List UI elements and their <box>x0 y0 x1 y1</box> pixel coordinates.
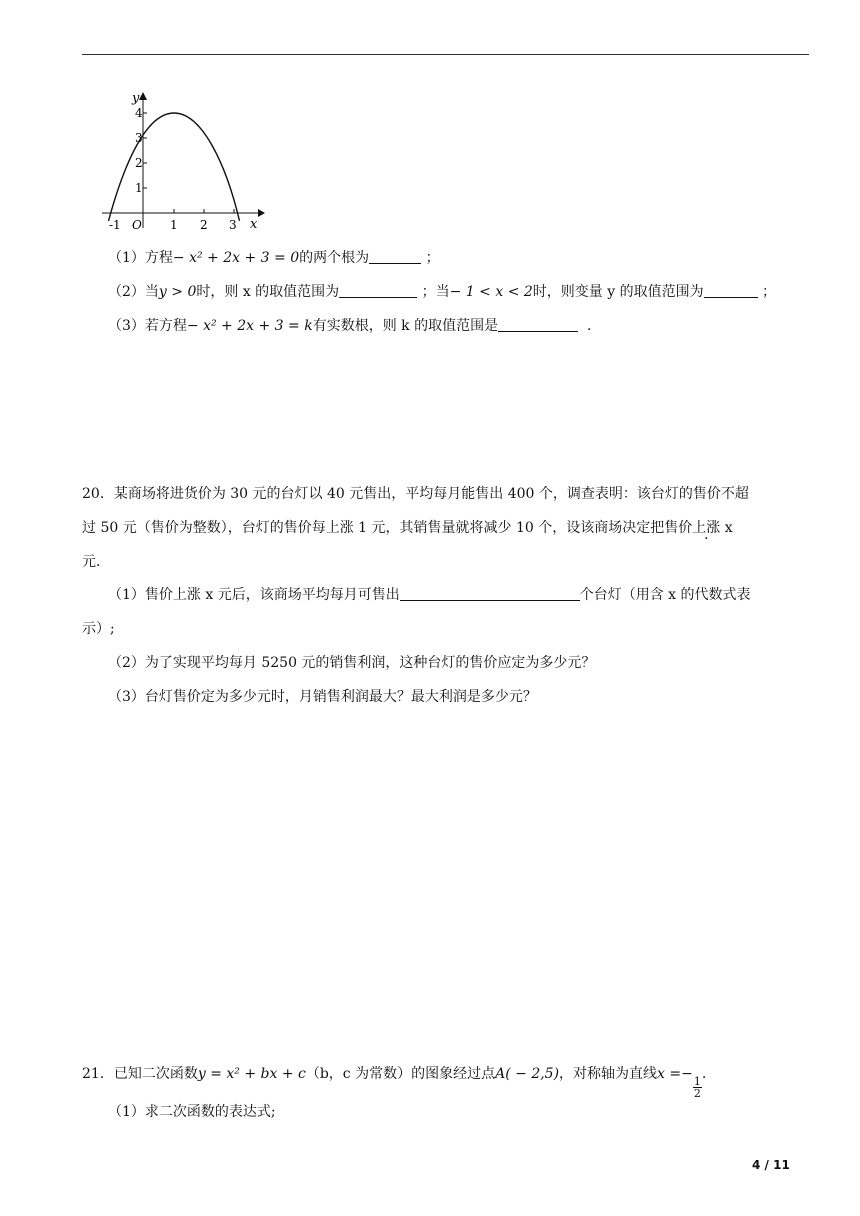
q19-part2: （2）当y > 0时，则 x 的取值范围为 ；当− 1 < x < 2时，则变量 y 的取值范围为 ； <box>108 284 777 300</box>
x-axis-label: x <box>250 217 258 230</box>
answer-blank[interactable] <box>369 249 421 264</box>
q19-part3: （3）若方程− x² + 2x + 3 = k有实数根，则 k 的取值范围是 . <box>108 318 592 334</box>
q21-stem: 21．已知二次函数y = x² + bx + c（b，c 为常数）的图象经过点A( − 2,5)，对称轴为直线x =− $\frac{1}{2}$ . <box>82 1066 707 1100</box>
y-axis-arrow-icon <box>139 92 147 100</box>
parabola-curve <box>109 113 240 221</box>
y-tick-label: 3 <box>135 131 143 145</box>
x-tick-label: 2 <box>200 218 208 230</box>
origin-label: O <box>132 218 142 230</box>
q19-part1: （1）方程− x² + 2x + 3 = 0的两个根为 ； <box>108 250 440 266</box>
parabola-graph <box>98 88 266 230</box>
y-tick-label: 4 <box>135 106 143 120</box>
y-tick-label: 1 <box>135 181 143 195</box>
q20-part2: （2）为了实现平均每月 5250 元的销售利润，这种台灯的售价应定为多少元？ <box>108 655 596 671</box>
emphasis-dotted-text: 上涨 <box>692 520 721 536</box>
q21-part1: （1）求二次函数的表达式; <box>108 1104 276 1120</box>
x-tick-label: 1 <box>170 218 178 230</box>
y-axis-label: y <box>132 91 140 106</box>
q20-part1: （1）售价上涨 x 元后，该商场平均每月可售出 个台灯（用含 x 的代数式表 <box>108 587 751 603</box>
answer-blank[interactable] <box>704 283 758 298</box>
answer-blank[interactable] <box>498 317 578 332</box>
fraction: $\frac{1}{2}$ <box>693 1075 701 1100</box>
equation: − x² + 2x + 3 = 0 <box>172 250 300 266</box>
q20-part3: （3）台灯售价定为多少元时，月销售利润最大？最大利润是多少元？ <box>108 689 537 705</box>
x-tick-label: -1 <box>109 218 121 230</box>
page-number: 4 / 11 <box>752 1158 790 1172</box>
y-tick-label: 2 <box>135 156 143 170</box>
x-tick-label: 3 <box>229 218 237 230</box>
q20-line1: 20．某商场将进货价为 30 元的台灯以 40 元售出，平均每月能售出 400 个，调查表明：该台灯的售价不超 <box>82 486 749 502</box>
header-rule <box>82 54 809 55</box>
q20-line3: 元． <box>82 554 110 570</box>
q20-part1-cont: 示）; <box>82 621 115 637</box>
answer-blank[interactable] <box>339 283 417 298</box>
q20-line2: 过 50 元（售价为整数），台灯的售价每上涨 1 元，其销售量就将减少 10 个，设该商场决定把售价上涨 x <box>82 520 733 536</box>
answer-blank[interactable] <box>400 586 580 601</box>
x-axis-arrow-icon <box>258 209 265 217</box>
